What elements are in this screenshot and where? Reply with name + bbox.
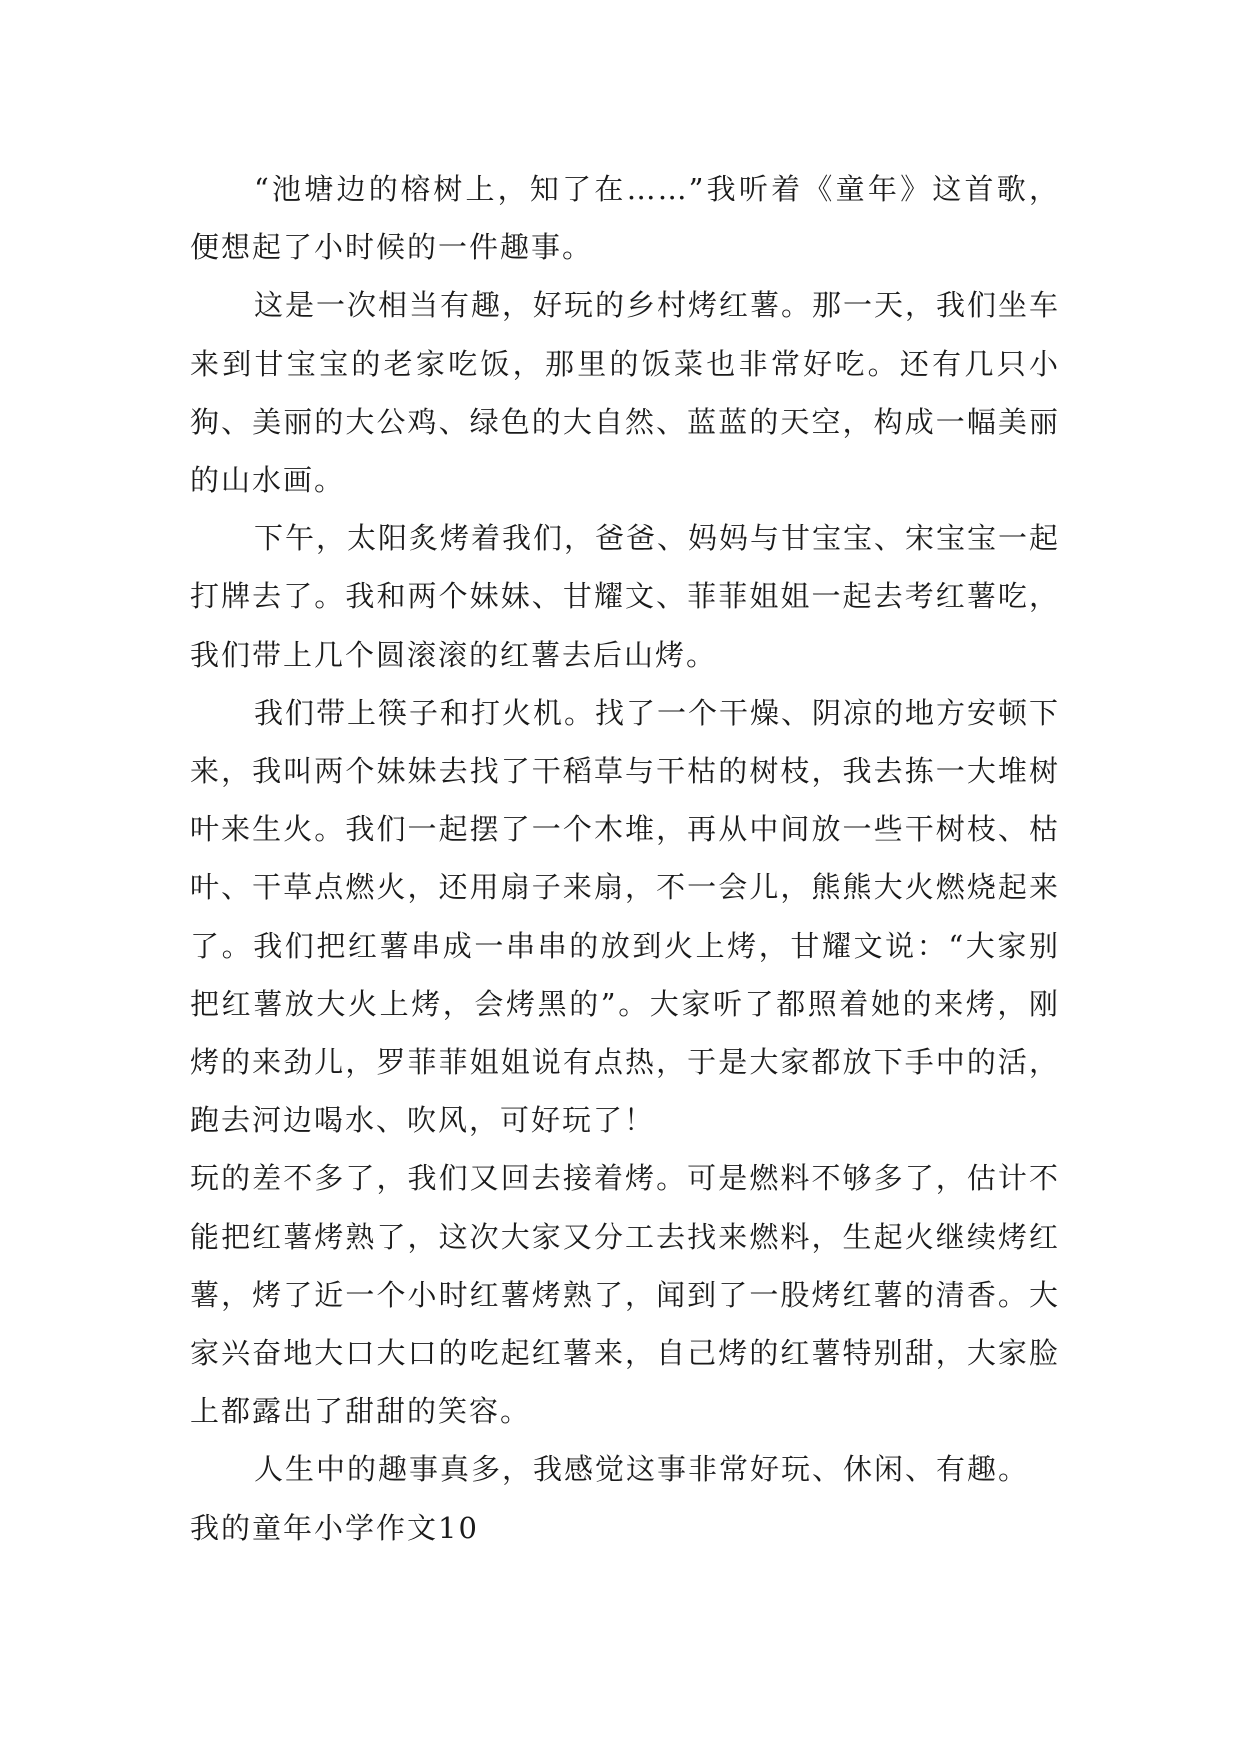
paragraph-conclusion: 人生中的趣事真多，我感觉这事非常好玩、休闲、有趣。 (254, 1452, 1030, 1487)
paragraph-roasting: 玩的差不多了，我们又回去接着烤。可是燃料不够多了，估计不能把红薯烤熟了，这次大家又分工去找来燃料，生起火继续烤红薯，烤了近一个小时红薯烤熟了，闻到了一股烤红薯的清香。大家兴奋地大口大口的吃起红薯来，自己烤的红薯特别甜，大家脸上都露出了甜甜的笑容。 (190, 1161, 1060, 1429)
essay-body (190, 160, 1060, 1557)
paragraph-intro: “池塘边的榕树上，知了在……”我听着《童年》这首歌，便想起了小时候的一件趣事。 (190, 172, 1060, 265)
next-essay-title: 我的童年小学作文10 (190, 1510, 479, 1545)
paragraph-fire: 我们带上筷子和打火机。找了一个干燥、阴凉的地方安顿下来，我叫两个妹妹去找了干稻草与干枯的树枝，我去拣一大堆树叶来生火。我们一起摆了一个木堆，再从中间放一些干树枝、枯叶、干草点燃火，还用扇子来扇，不一会儿，熊熊大火燃烧起来了。我们把红薯串成一串串的放到火上烤，甘耀文说：“大家别把红薯放大火上烤，会烤黑的”。大家听了都照着她的来烤，刚烤的来劲儿，罗菲菲姐姐说有点热，于是大家都放下手中的活，跑去河边喝水、吹风，可好玩了！ (190, 695, 1061, 1138)
paragraph-countryside: 这是一次相当有趣，好玩的乡村烤红薯。那一天，我们坐车来到甘宝宝的老家吃饭，那里的饭菜也非常好吃。还有几只小狗、美丽的大公鸡、绿色的大自然、蓝蓝的天空，构成一幅美丽的山水画。 (190, 288, 1061, 498)
paragraph-afternoon: 下午，太阳炙烤着我们，爸爸、妈妈与甘宝宝、宋宝宝一起打牌去了。我和两个妹妹、甘耀文、菲菲姐姐一起去考红薯吃，我们带上几个圆滚滚的红薯去后山烤。 (190, 521, 1061, 672)
